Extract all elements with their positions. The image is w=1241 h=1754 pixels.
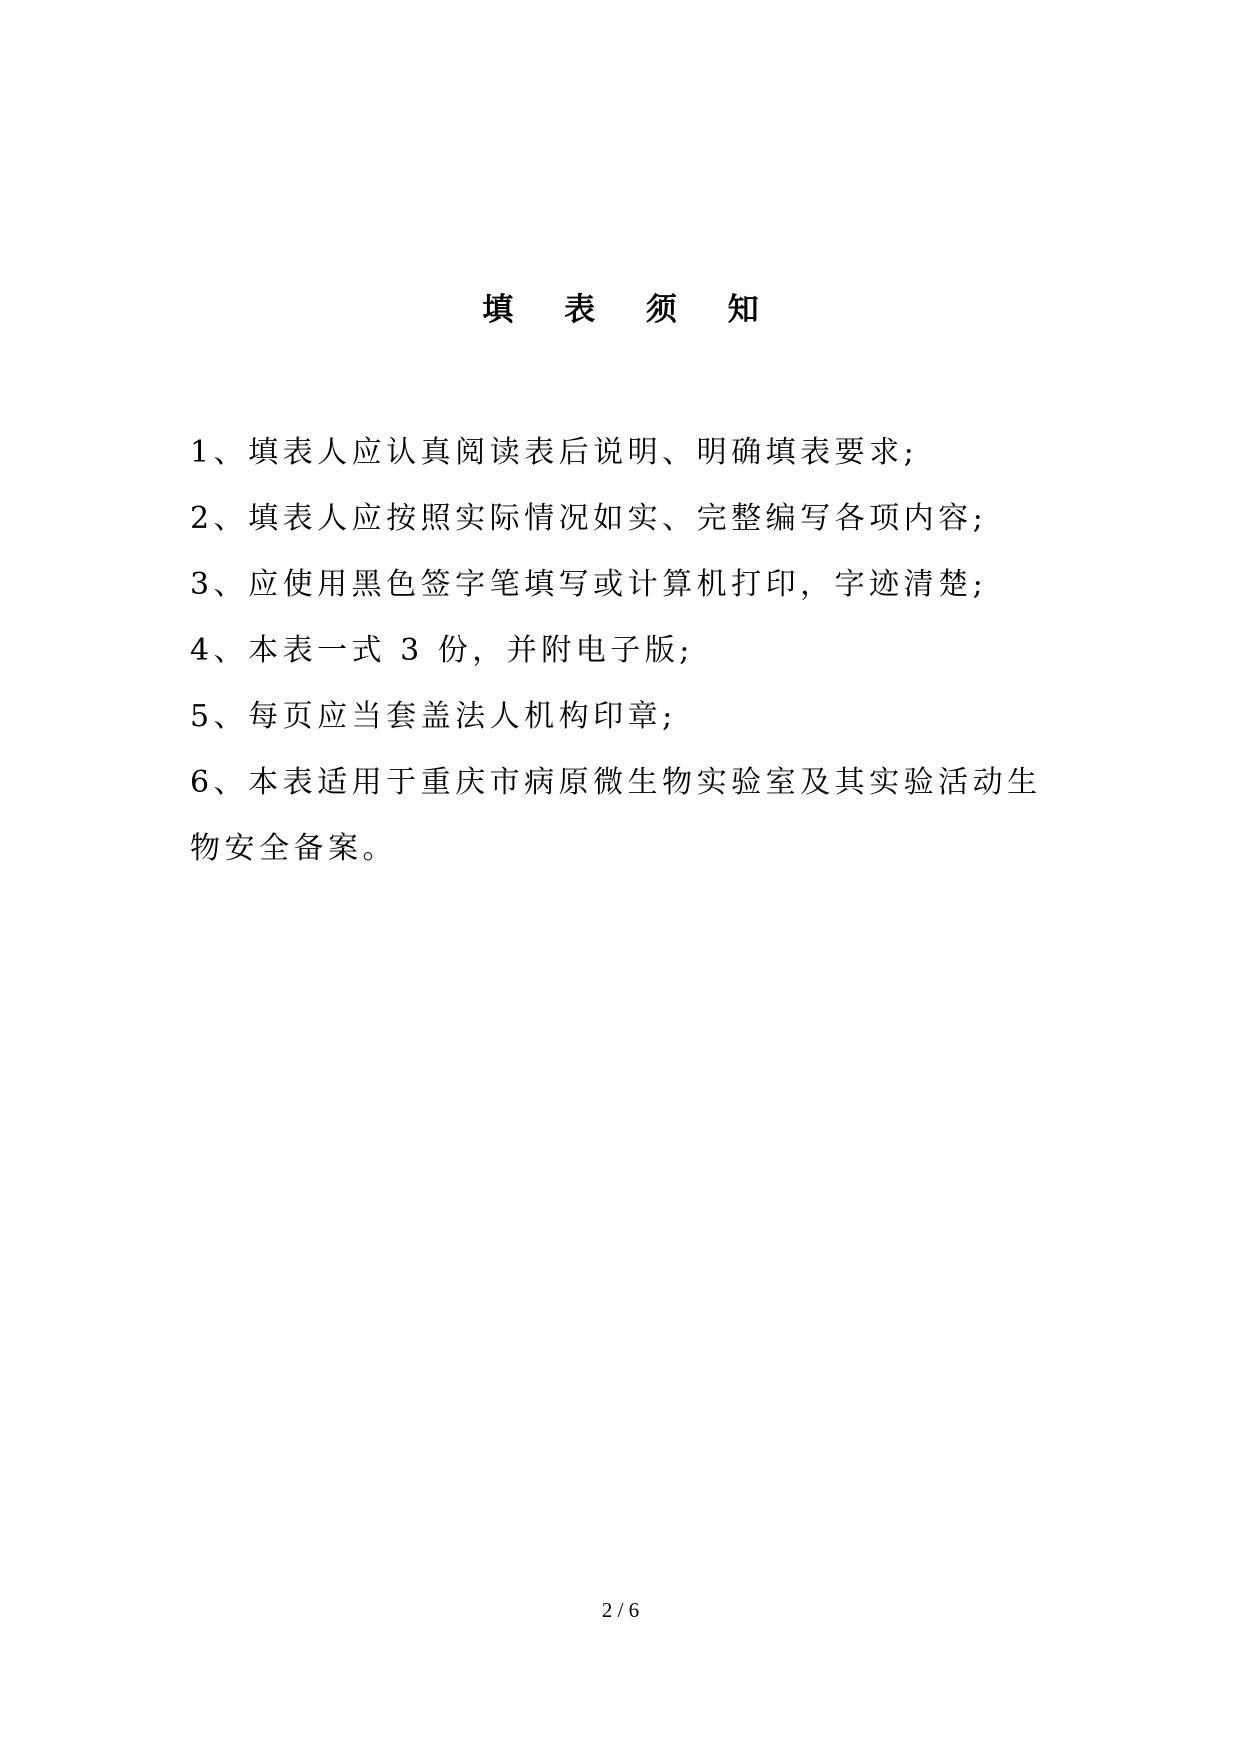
- list-item: 3、应使用黑色签字笔填写或计算机打印，字迹清楚;: [190, 567, 988, 602]
- page-number: 2 / 6: [601, 1598, 640, 1622]
- page-title: 填 表 须 知: [482, 292, 779, 328]
- list-item: 2、填表人应按照实际情况如实、完整编写各项内容;: [190, 501, 988, 536]
- list-item: 5、每页应当套盖法人机构印章;: [190, 699, 677, 734]
- instructions-list: [190, 420, 1070, 882]
- list-item: 1、填表人应认真阅读表后说明、明确填表要求;: [190, 435, 919, 470]
- list-item: 4、本表一式 3 份，并附电子版;: [190, 633, 694, 668]
- list-item: 6、本表适用于重庆市病原微生物实验室及其实验活动生物安全备案。: [190, 765, 1042, 866]
